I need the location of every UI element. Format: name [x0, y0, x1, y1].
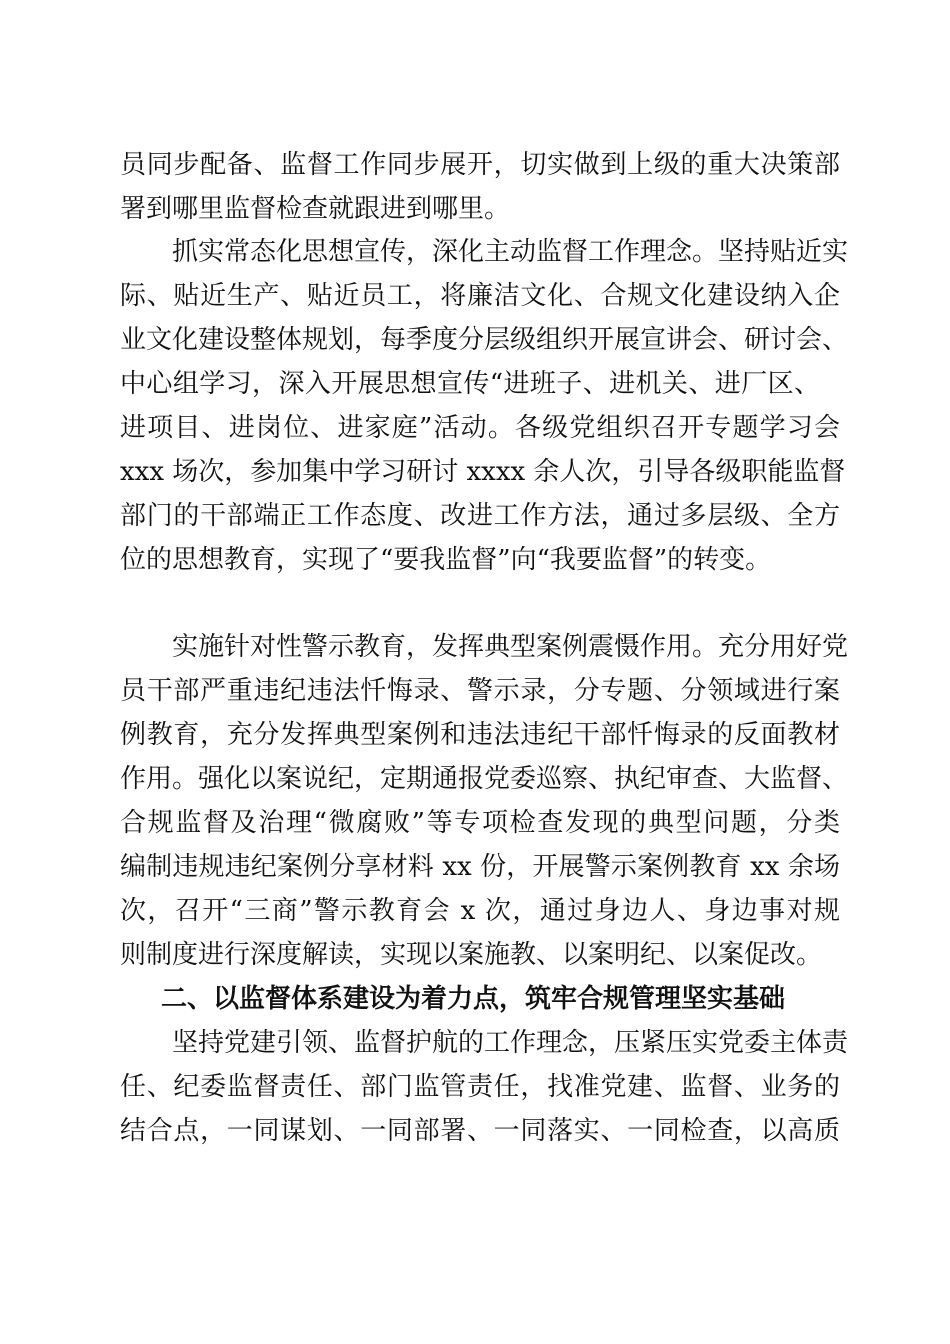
text-line: 际、贴近生产、贴近员工，将廉洁文化、合规文化建设纳入企 — [120, 281, 840, 311]
text-line: 则制度进行深度解读，实现以案施教、以案明纪、以案促改。 — [120, 940, 823, 970]
text-line: 署到哪里监督检查就跟进到哪里。 — [120, 194, 511, 224]
text-line: 合规监督及治理“微腐败”等专项检查发现的典型问题，分类 — [120, 808, 840, 838]
text-line: 员干部严重违纪违法忏悔录、警示录，分专题、分领域进行案 — [120, 676, 840, 706]
text-line: 中心组学习，深入开展思想宣传“进班子、进机关、进厂区、 — [120, 369, 820, 399]
text-line: 部门的干部端正工作态度、改进工作方法，通过多层级、全方 — [120, 501, 840, 531]
text-line: 员同步配备、监督工作同步展开，切实做到上级的重大决策部 — [120, 150, 840, 180]
text-line: 业文化建设整体规划，每季度分层级组织开展宣讲会、研讨会、 — [120, 325, 849, 355]
paragraph-first-line: 坚持党建引领、监督护航的工作理念，压紧压实党委主体责 — [172, 1028, 849, 1058]
text-line: xxx 场次，参加集中学习研讨 xxxx 余人次，引导各级职能监督 — [120, 457, 846, 487]
paragraph-first-line: 抓实常态化思想宣传，深化主动监督工作理念。坚持贴近实 — [172, 237, 849, 267]
paragraph-first-line: 实施针对性警示教育，发挥典型案例震慑作用。充分用好党 — [172, 632, 849, 662]
section-heading: 二、以监督体系建设为着力点，筑牢合规管理坚实基础 — [161, 984, 786, 1014]
text-line: 结合点，一同谋划、一同部署、一同落实、一同检查，以高质 — [120, 1116, 840, 1146]
text-line: 例教育，充分发挥典型案例和违法违纪干部忏悔录的反面教材 — [120, 720, 840, 750]
text-line: 位的思想教育，实现了“要我监督”向“我要监督”的转变。 — [120, 545, 772, 575]
text-line: 作用。强化以案说纪，定期通报党委巡察、执纪审查、大监督、 — [120, 764, 849, 794]
text-line: 进项目、进岗位、进家庭”活动。各级党组织召开专题学习会 — [120, 413, 840, 443]
text-line: 次，召开“三商”警示教育会 x 次，通过身边人、身边事对规 — [120, 896, 840, 926]
text-line: 编制违规违纪案例分享材料 xx 份，开展警示案例教育 xx 余场 — [120, 852, 840, 882]
text-line: 任、纪委监督责任、部门监管责任，找准党建、监督、业务的 — [120, 1072, 840, 1102]
